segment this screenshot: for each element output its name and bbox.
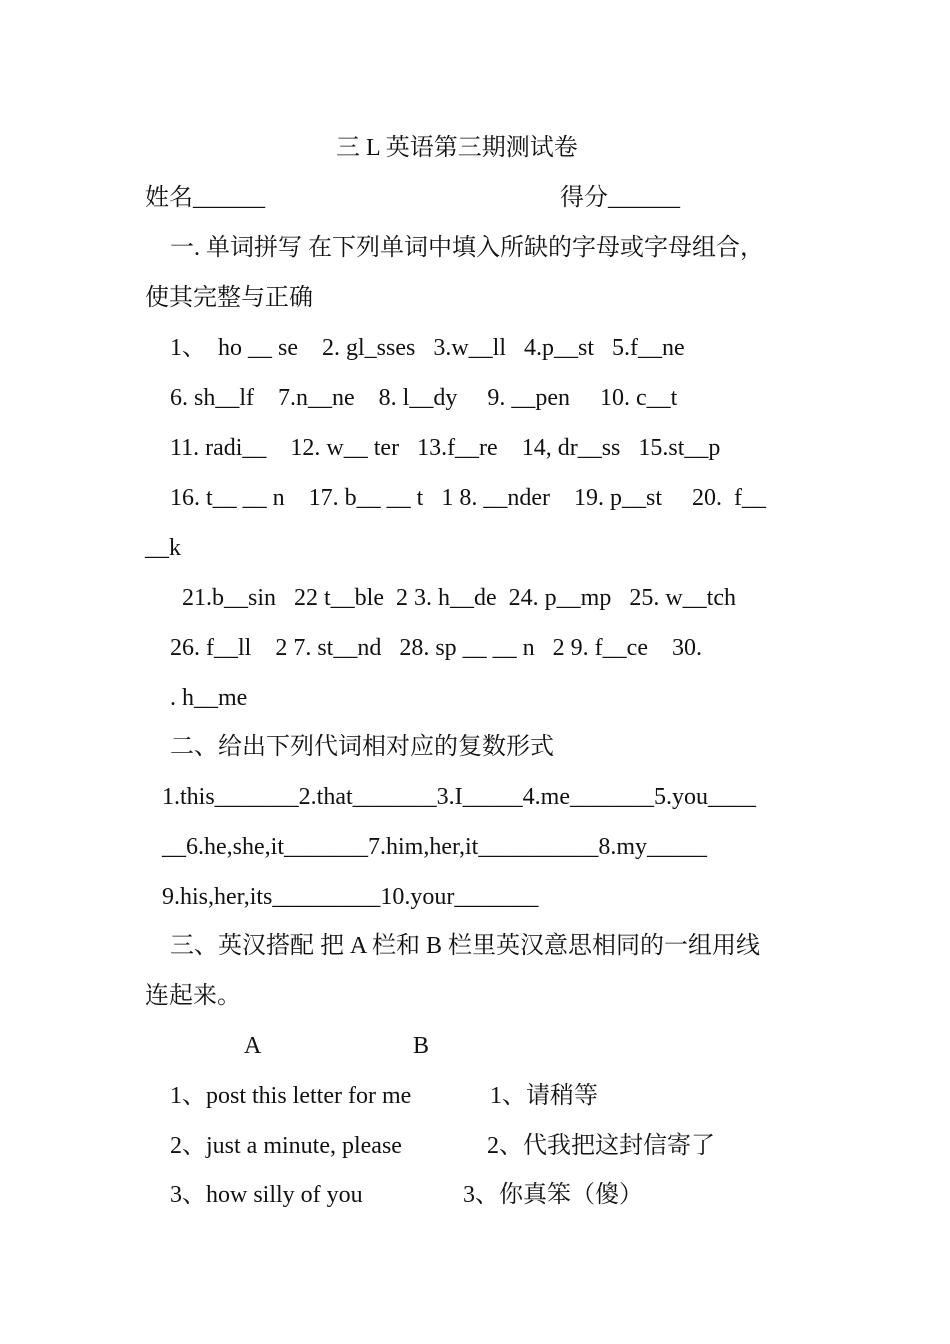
spelling-row: 26. f__ll 2 7. st__nd 28. sp __ __ n 2 9. f__ce 30. xyxy=(170,635,702,661)
spelling-row: __k xyxy=(145,535,181,561)
page-title: 三 L 英语第三期测试卷 xyxy=(336,135,578,161)
spelling-row: 21.b__sin 22 t__ble 2 3. h__de 24. p__mp 25. w__tch xyxy=(182,585,736,611)
match-item-b: 2、代我把这封信寄了 xyxy=(487,1133,715,1159)
score-field-label: 得分______ xyxy=(560,185,680,211)
spelling-row: . h__me xyxy=(170,685,248,711)
spelling-row: 11. radi__ 12. w__ ter 13.f__re 14, dr__ss 15.st__p xyxy=(170,435,721,461)
section1-heading: 一. 单词拼写 在下列单词中填入所缺的字母或字母组合， xyxy=(170,235,764,261)
name-field-label: 姓名______ xyxy=(145,185,265,211)
spelling-row: 6. sh__lf 7.n__ne 8. l__dy 9. __pen 10. c__t xyxy=(170,385,678,411)
pronoun-row: __6.he,she,it_______7.him,her,it__________8.my_____ xyxy=(162,834,708,860)
match-item-a: 1、post this letter for me xyxy=(170,1083,412,1109)
column-a-header: A xyxy=(244,1033,262,1059)
match-item-b: 1、请稍等 xyxy=(490,1083,598,1109)
pronoun-row: 1.this_______2.that_______3.I_____4.me_______5.you____ xyxy=(162,784,756,810)
match-item-b: 3、你真笨（傻） xyxy=(463,1182,643,1208)
section2-heading: 二、给出下列代词相对应的复数形式 xyxy=(170,734,554,760)
spelling-row: 16. t__ __ n 17. b__ __ t 1 8. __nder 19. p__st 20. f__ xyxy=(170,485,766,511)
section3-heading: 三、英汉搭配 把 A 栏和 B 栏里英汉意思相同的一组用线 xyxy=(170,933,761,959)
section1-heading-cont: 使其完整与正确 xyxy=(145,285,313,311)
match-item-a: 3、how silly of you xyxy=(170,1182,363,1208)
match-item-a: 2、just a minute, please xyxy=(170,1133,402,1159)
pronoun-row: 9.his,her,its_________10.your_______ xyxy=(162,884,539,910)
spelling-row: 1、 ho __ se 2. gl_sses 3.w__ll 4.p__st 5.f__ne xyxy=(170,335,685,361)
section3-heading-cont: 连起来。 xyxy=(145,983,241,1009)
column-b-header: B xyxy=(413,1033,430,1059)
